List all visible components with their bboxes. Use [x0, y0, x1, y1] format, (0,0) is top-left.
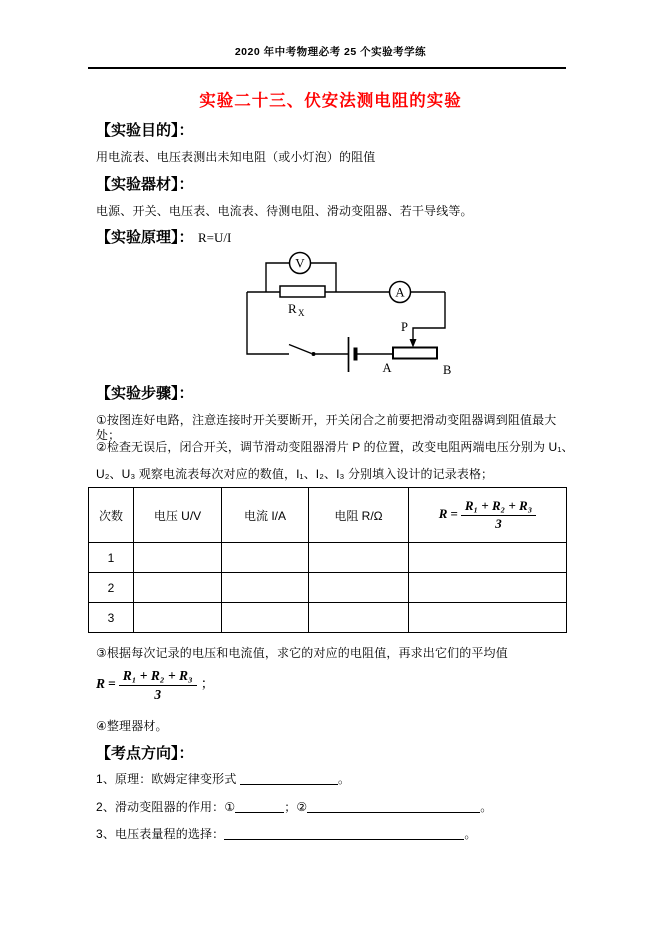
slider-label: P — [401, 320, 408, 334]
step-3: ③根据每次记录的电压和电流值，求它的对应的电阻值，再求出它们的平均值 — [96, 646, 508, 660]
table-cell — [134, 573, 222, 603]
table-header-cell: 电流 I/A — [222, 488, 309, 543]
header-divider — [88, 67, 566, 69]
section-heading-purpose: 【实验目的】： — [96, 122, 194, 139]
table-cell — [409, 573, 567, 603]
switch-pivot-dot — [312, 352, 316, 356]
terminal-a-label: A — [382, 361, 392, 375]
table-cell-trial: 1 — [89, 543, 134, 573]
slider-arrow-icon — [410, 339, 417, 348]
table-cell — [222, 573, 309, 603]
step-4: ④整理器材。 — [96, 719, 168, 733]
data-table — [88, 487, 567, 633]
resistor-rx-label: R — [288, 301, 297, 316]
table-row — [89, 573, 567, 603]
table-cell-trial: 2 — [89, 573, 134, 603]
section-heading-principle: 【实验原理】： — [96, 229, 194, 246]
step-2: ②检查无误后，闭合开关，调节滑动变阻器滑片 P 的位置，改变电阻两端电压分别为 U₁、U₂、U₃ 观察电流表每次对应的数值，I₁、I₂、I₃ 分别填入设计的记录表格； — [96, 440, 574, 481]
question-1: 1、原理：欧姆定律变形式 。 — [96, 772, 351, 786]
table-header-formula-cell — [409, 488, 567, 543]
table-cell — [309, 543, 409, 573]
table-row — [89, 543, 567, 573]
step-3-formula — [96, 668, 214, 702]
question-2: 2、滑动变阻器的作用：① ；② 。 — [96, 800, 493, 814]
circuit-diagram — [240, 249, 462, 377]
table-header-row — [89, 488, 567, 543]
average-resistance-formula: R = $\frac{\text{R₁ + R₂ + R₃}}{3}$ — [439, 506, 537, 521]
fill-in-blank — [224, 826, 464, 840]
ammeter-label: A — [395, 284, 405, 300]
table-header-cell: 电压 U/V — [134, 488, 222, 543]
resistor-rx-sub-label: X — [298, 308, 305, 318]
question-3: 3、电压表量程的选择： 。 — [96, 827, 477, 841]
table-cell-trial: 3 — [89, 603, 134, 633]
table-cell — [222, 603, 309, 633]
voltmeter-label: V — [295, 255, 305, 271]
step-1: ①按图连好电路，注意连接时开关要断开，开关闭合之前要把滑动变阻器调到阻值最大处； — [96, 413, 557, 442]
page-header-text: 2020 年中考物理必考 25 个实验考学练 — [234, 46, 427, 58]
fill-in-blank — [307, 799, 480, 813]
table-cell — [222, 543, 309, 573]
fill-in-blank — [240, 771, 338, 785]
section-principle — [96, 229, 231, 247]
table-cell — [309, 573, 409, 603]
resistor-rx-symbol — [280, 286, 325, 297]
table-cell — [409, 543, 567, 573]
section-heading-steps: 【实验步骤】： — [96, 385, 194, 402]
average-resistance-formula: R = $\frac{\text{R₁ + R₂ + R₃}}{3}$ ； — [96, 668, 215, 702]
materials-body: 电源、开关、电压表、电流表、待测电阻、滑动变阻器、若干导线等。 — [96, 204, 473, 218]
terminal-b-label: B — [443, 363, 452, 377]
purpose-body: 用电流表、电压表测出未知电阻（或小灯泡）的阻值 — [96, 150, 376, 164]
wire-left-bottom — [247, 292, 289, 354]
table-cell — [134, 603, 222, 633]
table-cell — [134, 543, 222, 573]
fill-in-blank — [235, 799, 284, 813]
section-heading-exam-points: 【考点方向】： — [96, 745, 194, 762]
switch-symbol — [289, 345, 312, 354]
table-row — [89, 603, 567, 633]
table-cell — [409, 603, 567, 633]
rheostat-symbol — [393, 348, 437, 359]
table-header-cell: 电阻 R/Ω — [309, 488, 409, 543]
wire-right-slider — [413, 292, 445, 340]
principle-formula: R=U/I — [197, 230, 232, 245]
table-header-cell: 次数 — [89, 488, 134, 543]
table-cell — [309, 603, 409, 633]
page-title: 实验二十三、伏安法测电阻的实验 — [199, 92, 462, 110]
section-heading-materials: 【实验器材】： — [96, 176, 194, 193]
